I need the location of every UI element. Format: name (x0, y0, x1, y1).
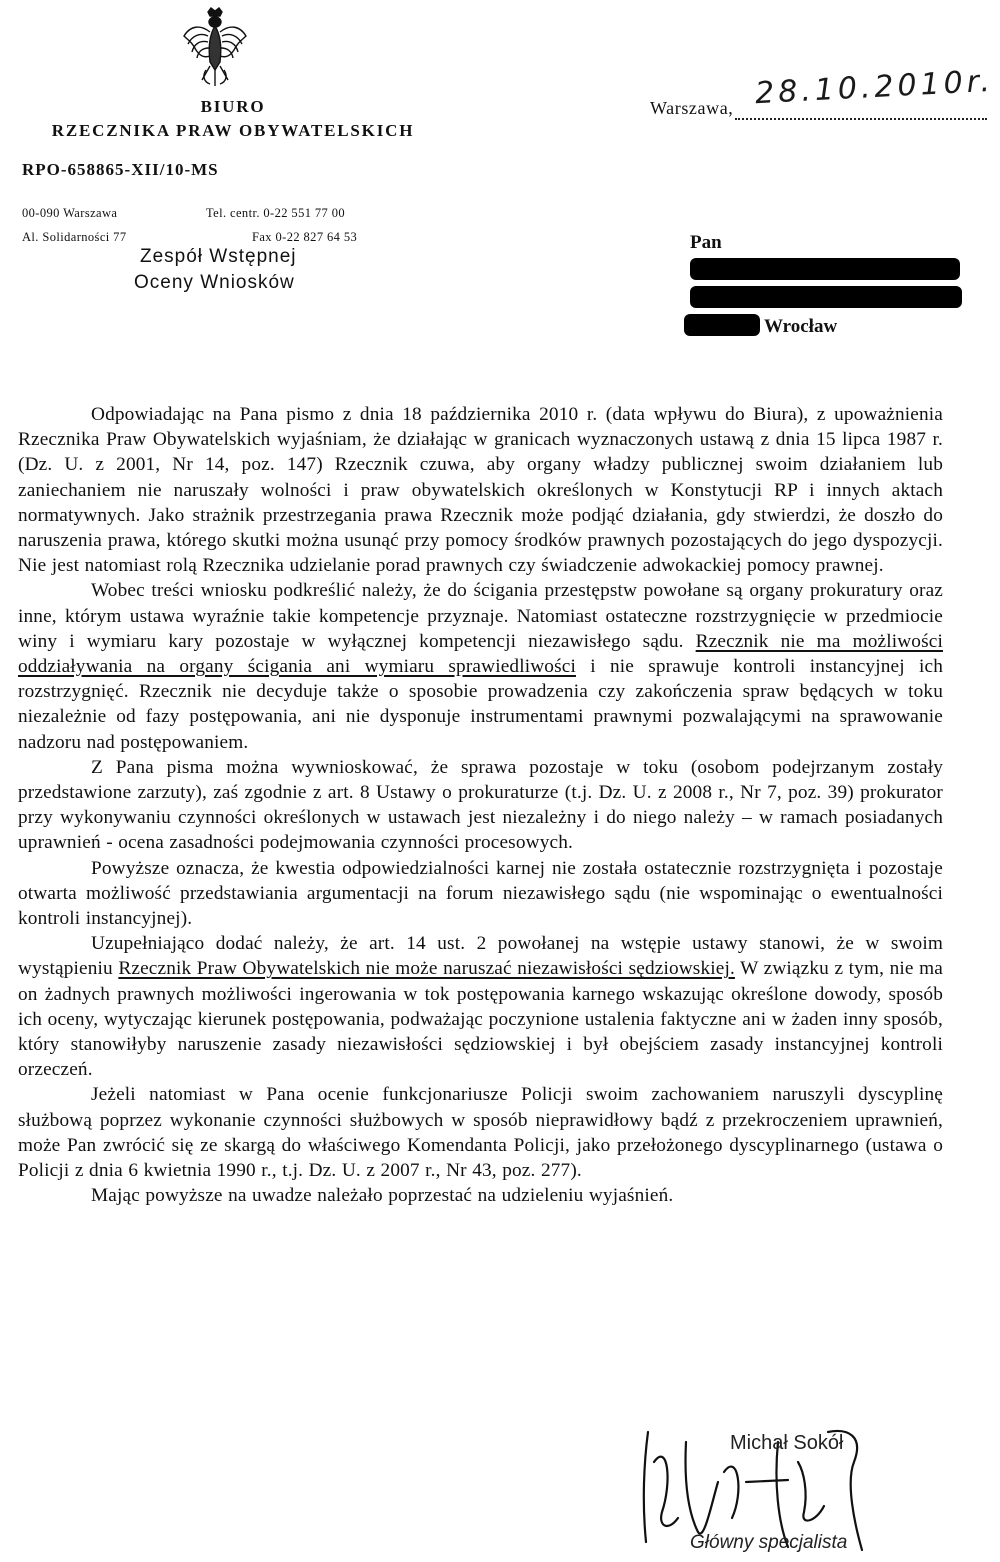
address-line2: Al. Solidarności 77 (22, 230, 127, 244)
stamp-line2: Oceny Wniosków (134, 272, 295, 293)
office-name-line2: RZECZNIKA PRAW OBYWATELSKICH (51, 121, 415, 140)
paragraph-5-end: W związku z tym, nie ma on żadnych prawnych możliwości ingerowania w tok postępowania karnego wskazując określone dowody, sposób ich oceny, wytyczając kierunek postępowania, podważając poczynione ustalenia faktyczne ani w żaden inny sposób, który stanowiłyby naruszenie zasady niezawisłości sędziowskiej i był obejściem zasady instancyjnej kontroli orzeczeń. (18, 958, 943, 1081)
recipient-salutation: Pan (690, 232, 722, 253)
signatory-title: Główny specjalista (690, 1532, 848, 1553)
paragraph-2-start: Wobec treści wniosku podkreślić należy, że do ścigania przestępstw powołane są organy prokuratury oraz inne, którym ustawa wyraźnie takie kompetencje przyznaje. Natomiast ostateczne rozstrzygnięcie w przedmiocie winy i wymiaru kary pozostaje w wyłącznej kompetencji niezawisłego sądu. (18, 580, 943, 652)
paragraph-2 (18, 578, 943, 754)
paragraph-2-underlined: Rzecznik nie ma możliwości oddziaływania na organy ścigania ani wymiaru sprawiedliwości (18, 630, 943, 678)
letter-body (18, 402, 943, 1209)
office-name-line1: BIURO (200, 97, 266, 116)
paragraph-7: Mając powyższe na uwadze należało poprzestać na udzieleniu wyjaśnień. (91, 1185, 674, 1207)
paragraph-3: Z Pana pisma można wywnioskować, że sprawa pozostaje w toku (osobom podejrzanym zostały przedstawione zarzuty), zaś zgodnie z art. 8 Ustawy o prokuraturze (t.j. Dz. U. z 2008 r., Nr 7, poz. 39) prokurator przy wykonywaniu czynności określonych w ustawach jest niezależny i do niego należy – w ramach posiadanych uprawnień - ocena zasadności podejmowania czynności procesowych. (18, 756, 943, 854)
polish-eagle-emblem-icon (180, 6, 250, 94)
redacted-postal-code (684, 314, 760, 336)
paragraph-6: Jeżeli natomiast w Pana ocenie funkcjonariusze Policji swoim zachowaniem naruszyli dyscyplinę służbową poprzez wykonanie czynności służbowych w sposób nieprawidłowy bądź z przekroczeniem uprawnień, może Pan zwrócić się ze skargą do właściwego Komendanta Policji, jako przełożonego dyscyplinarnego (ustawa o Policji z dnia 6 kwietnia 1990 r., t.j. Dz. U. z 2007 r., Nr 43, poz. 277). (18, 1084, 943, 1182)
paragraph-5 (18, 931, 943, 1082)
fax-number: Fax 0-22 827 64 53 (252, 230, 358, 244)
stamp-line1: Zespół Wstępnej (140, 246, 297, 267)
paragraph-4: Powyższe oznacza, że kwestia odpowiedzialności karnej nie została ostatecznie rozstrzygnięta i pozostaje otwarta możliwość przedstawiania argumentacji na forum niezawisłego sądu (nie wspominając o ewentualności kontroli instancyjnej). (18, 857, 943, 930)
signatory-name: Michał Sokół (730, 1432, 844, 1454)
redacted-street (690, 286, 962, 308)
recipient-city: Wrocław (764, 316, 838, 337)
address-line1: 00-090 Warszawa (22, 206, 118, 220)
paragraph-5-start: Uzupełniająco dodać należy, że art. 14 ust. 2 powołanej na wstępie ustawy stanowi, że w swoim wystąpieniu (18, 933, 943, 980)
paragraph-1: Odpowiadając na Pana pismo z dnia 18 października 2010 r. (data wpływu do Biura), z upoważnienia Rzecznika Praw Obywatelskich wyjaśniam, że działając w granicach wyznaczonych ustawą z dnia 15 lipca 1987 r. (Dz. U. z 2001, Nr 14, poz. 147) Rzecznik czuwa, aby organy władzy publicznej swoim działaniem lub zaniechaniem nie naruszały wolności i praw obywatelskich określonych w Konstytucji RP i innych aktach normatywnych. Jako strażnik przestrzegania prawa Rzecznik może podjąć działania, gdy stwierdzi, że doszło do naruszenia prawa, którego skutki można usunąć przy pomocy środków prawnych pozostających do jego dyspozycji. Nie jest natomiast rolą Rzecznika udzielanie porad prawnych czy świadczenie adwokackiej pomocy prawnej. (18, 404, 943, 577)
redacted-name (690, 258, 960, 280)
case-number: RPO-658865-XII/10-MS (22, 160, 219, 179)
handwritten-date: 28.10.2010r. (754, 63, 995, 112)
paragraph-2-end: i nie sprawuje kontroli instancyjnej ich rozstrzygnięć. Rzecznik nie decyduje także o sposobie prowadzenia czy zakończenia spraw będących w toku niezależnie od fazy postępowania, ani nie dysponuje instrumentami prawnymi pozwalającymi na sprawowanie nadzoru nad postępowaniem. (18, 656, 943, 753)
place-label: Warszawa, (650, 98, 734, 118)
phone-number: Tel. centr. 0-22 551 77 00 (206, 206, 346, 220)
paragraph-5-underlined: Rzecznik Praw Obywatelskich nie może naruszać niezawisłości sędziowskiej. (118, 958, 735, 980)
